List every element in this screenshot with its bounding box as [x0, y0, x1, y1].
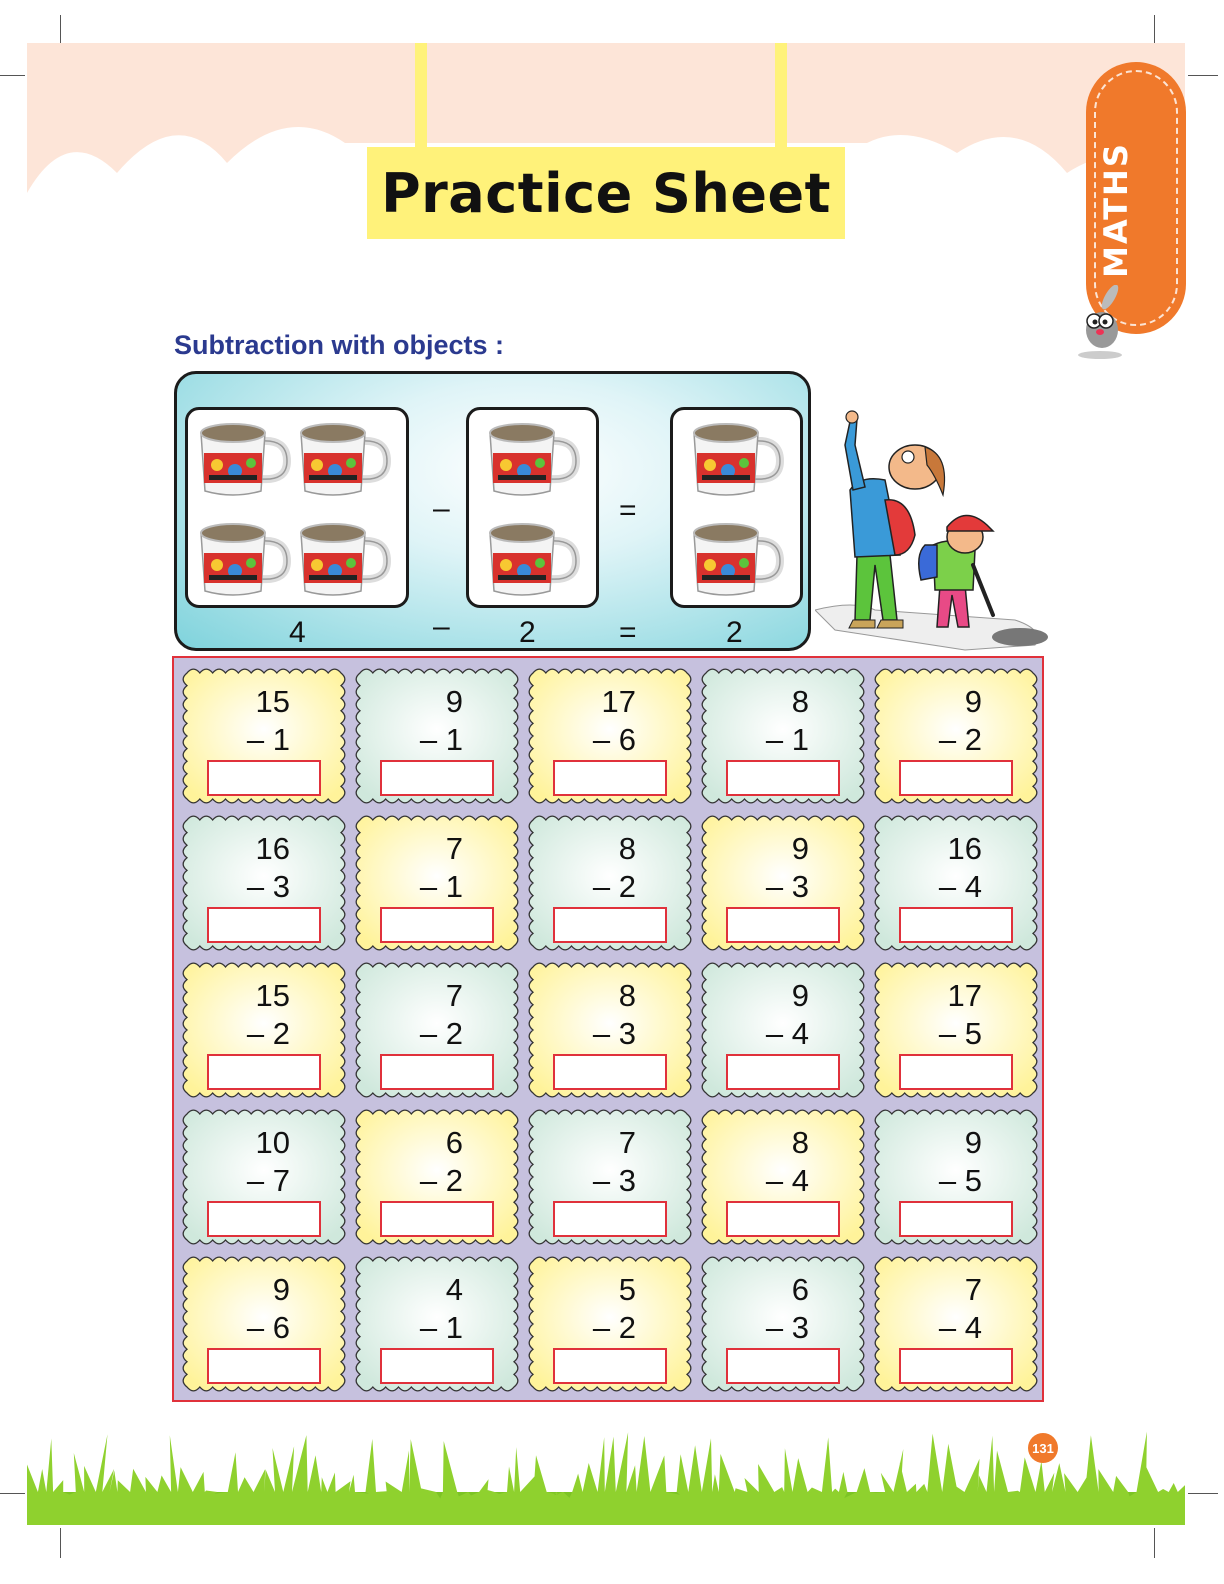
minuend: 6 — [791, 1272, 809, 1307]
answer-box[interactable] — [899, 1348, 1013, 1384]
problem-card — [872, 960, 1040, 1100]
answer-box[interactable] — [899, 1054, 1013, 1090]
crop-mark — [0, 1493, 25, 1494]
subtrahend: – 1 — [419, 1310, 463, 1345]
answer-box[interactable] — [726, 760, 840, 796]
page-title: Practice Sheet — [381, 161, 831, 225]
grass-border — [27, 1420, 1185, 1525]
problem-card — [353, 1254, 521, 1394]
problem-card — [872, 1107, 1040, 1247]
problem-card — [526, 813, 694, 953]
minuend: 9 — [272, 1272, 290, 1307]
mug-icon — [195, 419, 291, 499]
problem-card — [872, 813, 1040, 953]
problem-card — [180, 1107, 348, 1247]
problem-card — [699, 1107, 867, 1247]
answer-box[interactable] — [207, 1348, 321, 1384]
example-equals-sign-bottom: = — [619, 616, 637, 649]
answer-box[interactable] — [553, 1201, 667, 1237]
minuend: 8 — [791, 1125, 809, 1160]
problem-card — [699, 813, 867, 953]
example-middle-count: 2 — [519, 616, 536, 649]
minuend: 9 — [964, 684, 982, 719]
subtrahend: – 4 — [938, 1310, 982, 1345]
hiking-kids-illustration — [815, 405, 1050, 655]
minuend: 9 — [964, 1125, 982, 1160]
answer-box[interactable] — [553, 1054, 667, 1090]
subtrahend: – 4 — [765, 1016, 809, 1051]
problem-card — [353, 813, 521, 953]
problem-card — [180, 666, 348, 806]
minuend: 8 — [618, 978, 636, 1013]
minuend: 9 — [791, 978, 809, 1013]
answer-box[interactable] — [380, 1348, 494, 1384]
problem-card — [872, 666, 1040, 806]
crop-mark — [0, 75, 25, 76]
subtrahend: – 4 — [765, 1163, 809, 1198]
mug-icon — [295, 419, 391, 499]
page-number: 131 — [1028, 1433, 1058, 1463]
answer-box[interactable] — [380, 1054, 494, 1090]
answer-box[interactable] — [899, 1201, 1013, 1237]
crop-mark — [60, 1528, 61, 1558]
subtrahend: – 1 — [419, 869, 463, 904]
minuend: 8 — [618, 831, 636, 866]
minuend: 16 — [947, 831, 982, 866]
answer-box[interactable] — [899, 760, 1013, 796]
problem-card — [699, 960, 867, 1100]
subtrahend: – 2 — [419, 1163, 463, 1198]
subtrahend: – 2 — [592, 869, 636, 904]
answer-box[interactable] — [380, 760, 494, 796]
mug-icon — [484, 519, 580, 599]
example-right-count: 2 — [726, 616, 743, 649]
answer-box[interactable] — [380, 907, 494, 943]
problem-card — [699, 1254, 867, 1394]
subtrahend: – 2 — [592, 1310, 636, 1345]
subtrahend: – 7 — [246, 1163, 290, 1198]
answer-box[interactable] — [207, 1201, 321, 1237]
problem-card — [699, 666, 867, 806]
minuend: 17 — [947, 978, 982, 1013]
answer-box[interactable] — [207, 1054, 321, 1090]
answer-box[interactable] — [726, 1054, 840, 1090]
minuend: 5 — [618, 1272, 636, 1307]
subtrahend: – 3 — [765, 869, 809, 904]
mug-icon — [688, 419, 784, 499]
minuend: 15 — [255, 684, 290, 719]
answer-box[interactable] — [726, 1348, 840, 1384]
subtrahend: – 6 — [246, 1310, 290, 1345]
subtrahend: – 6 — [592, 722, 636, 757]
problems-grid — [172, 656, 1044, 1402]
subtrahend: – 2 — [938, 722, 982, 757]
sign-post-right — [775, 43, 787, 153]
problem-card — [526, 666, 694, 806]
minuend: 15 — [255, 978, 290, 1013]
problem-card — [180, 813, 348, 953]
problem-card — [180, 960, 348, 1100]
mug-icon — [688, 519, 784, 599]
mug-icon — [484, 419, 580, 499]
example-panel — [174, 371, 811, 651]
answer-box[interactable] — [207, 907, 321, 943]
mug-icon — [195, 519, 291, 599]
crop-mark — [1154, 1528, 1155, 1558]
answer-box[interactable] — [553, 1348, 667, 1384]
answer-box[interactable] — [553, 907, 667, 943]
answer-box[interactable] — [726, 1201, 840, 1237]
sign-post-left — [415, 43, 427, 153]
example-minus-sign: – — [433, 492, 450, 525]
answer-box[interactable] — [899, 907, 1013, 943]
problem-card — [526, 960, 694, 1100]
minuend: 8 — [791, 684, 809, 719]
crop-mark — [1188, 1493, 1218, 1494]
subtrahend: – 2 — [246, 1016, 290, 1051]
answer-box[interactable] — [726, 907, 840, 943]
problem-card — [353, 666, 521, 806]
problem-card — [872, 1254, 1040, 1394]
subtrahend: – 1 — [246, 722, 290, 757]
subtrahend: – 3 — [246, 869, 290, 904]
answer-box[interactable] — [380, 1201, 494, 1237]
minuend: 7 — [445, 831, 463, 866]
subtrahend: – 5 — [938, 1163, 982, 1198]
minuend: 7 — [964, 1272, 982, 1307]
minuend: 17 — [601, 684, 636, 719]
crop-mark — [1154, 15, 1155, 45]
subtrahend: – 2 — [419, 1016, 463, 1051]
section-subtitle: Subtraction with objects : — [174, 330, 505, 360]
minuend: 9 — [445, 684, 463, 719]
subtrahend: – 3 — [592, 1016, 636, 1051]
subtrahend: – 1 — [765, 722, 809, 757]
mug-icon — [295, 519, 391, 599]
minuend: 16 — [255, 831, 290, 866]
minuend: 6 — [445, 1125, 463, 1160]
title-board — [367, 147, 845, 239]
problem-card — [353, 960, 521, 1100]
subject-tab-label-wrap — [1092, 140, 1140, 280]
minuend: 10 — [255, 1125, 290, 1160]
minuend: 7 — [618, 1125, 636, 1160]
example-equals-sign: = — [619, 494, 637, 527]
problem-card — [353, 1107, 521, 1247]
answer-box[interactable] — [553, 760, 667, 796]
problem-card — [180, 1254, 348, 1394]
crop-mark — [1188, 75, 1218, 76]
example-left-count: 4 — [289, 616, 306, 649]
answer-box[interactable] — [207, 760, 321, 796]
bunny-mascot-icon — [1068, 285, 1132, 361]
subtrahend: – 5 — [938, 1016, 982, 1051]
subtrahend: – 1 — [419, 722, 463, 757]
minuend: 7 — [445, 978, 463, 1013]
subject-tab-label: MATHS — [1097, 142, 1135, 278]
subtrahend: – 3 — [765, 1310, 809, 1345]
crop-mark — [60, 15, 61, 45]
problem-card — [526, 1107, 694, 1247]
subtrahend: – 3 — [592, 1163, 636, 1198]
example-minus-sign-bottom: – — [433, 610, 450, 643]
subtrahend: – 4 — [938, 869, 982, 904]
problem-card — [526, 1254, 694, 1394]
minuend: 9 — [791, 831, 809, 866]
minuend: 4 — [445, 1272, 463, 1307]
